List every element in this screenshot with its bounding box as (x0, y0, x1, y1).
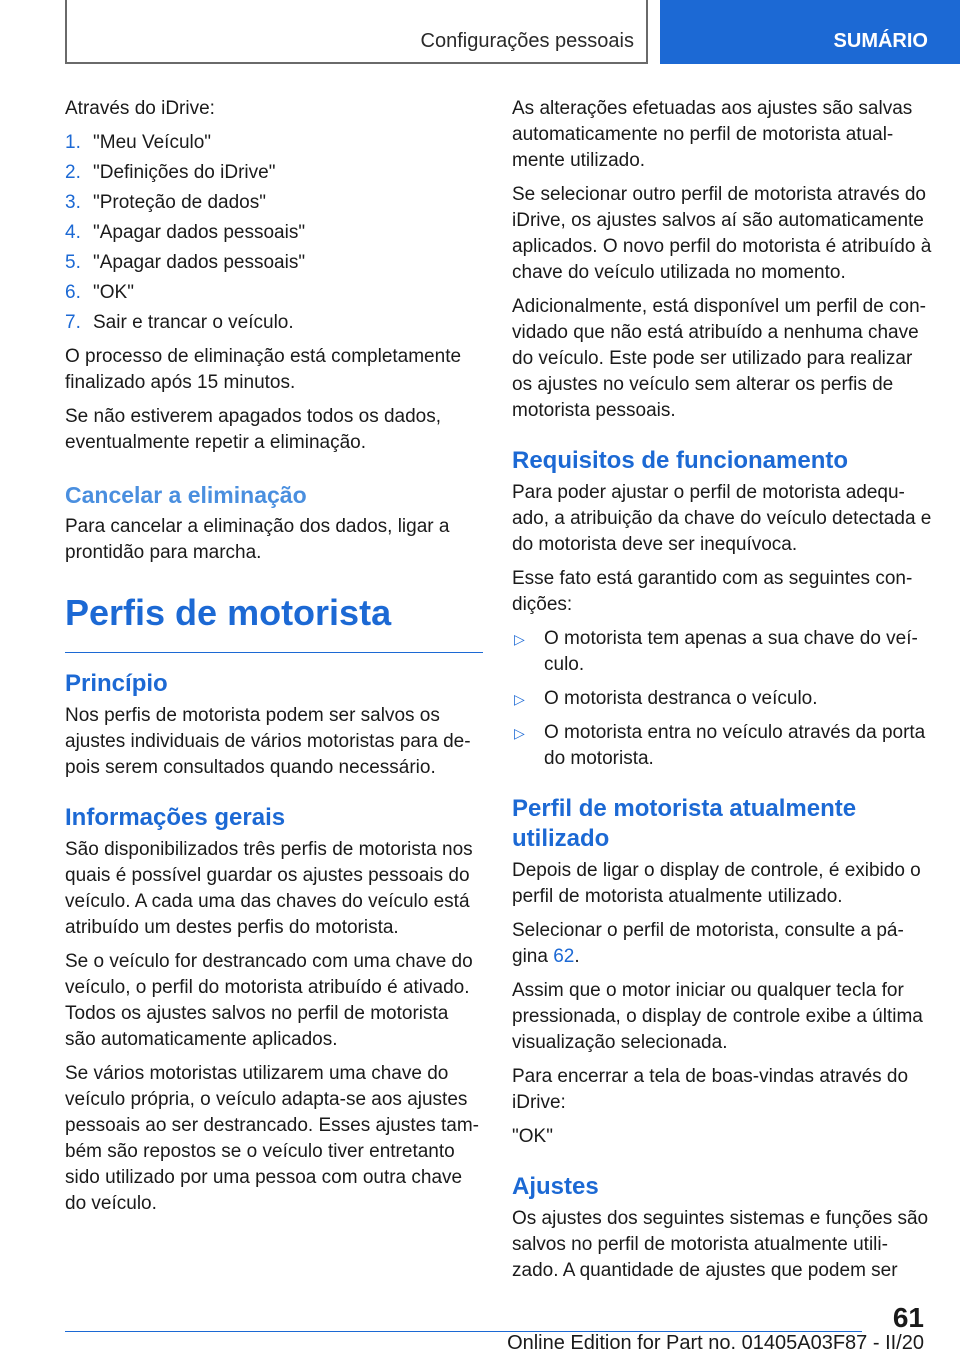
step-number: 5. (65, 252, 81, 273)
triangle-bullet-icon: ▷ (514, 631, 525, 647)
list-item (65, 250, 483, 276)
step-number: 7. (65, 312, 81, 333)
changes-text: As alterações efetuadas aos ajustes são salvas automaticamente no perfil de motorista atual-mente utilizado. (512, 98, 913, 171)
settings-text: Os ajustes dos seguintes sistemas e funções são salvos no perfil de motorista atualmente utili-zado. A quantidade de ajustes que podem ser (512, 1208, 929, 1281)
current-profile-heading: Perfil de motorista atualmente utilizado (512, 795, 857, 852)
requirements-text-1: Para poder ajustar o perfil de motorista adequ-ado, a atribuição da chave do veículo detectada e do motorista deve ser inequívoca. (512, 482, 932, 555)
steps-list (65, 130, 483, 336)
step-number: 1. (65, 132, 81, 153)
list-item (65, 190, 483, 216)
cancel-text: Para cancelar a eliminação dos dados, ligar a prontidão para marcha. (65, 516, 450, 563)
list-item (512, 720, 932, 772)
principle-text: Nos perfis de motorista podem ser salvos os ajustes individuais de vários motoristas para de-pois serem consultados quando necessário. (65, 705, 471, 778)
step-text: "Apagar dados pessoais" (93, 222, 306, 243)
page-ref-prefix: Selecionar o perfil de motorista, consulte a pá-gina (512, 920, 904, 967)
list-item (65, 220, 483, 246)
condition-text: O motorista tem apenas a sua chave do veí-culo. (544, 628, 918, 675)
deletion-complete-text: O processo de eliminação está completamente finalizado após 15 minutos. (65, 346, 462, 393)
right-column (512, 96, 932, 1292)
triangle-bullet-icon: ▷ (514, 725, 525, 741)
step-text: "OK" (93, 282, 134, 303)
general-text-3: Se vários motoristas utilizarem uma chave do veículo própria, o veículo adapta-se aos ajustes pessoais ao ser destrancado. Esses ajustes tam-bém são repostos se o veículo tiver entretanto sido utilizado por uma pessoa com outra chave do veículo. (65, 1063, 479, 1214)
cancel-heading: Cancelar a eliminação (65, 482, 307, 508)
settings-heading: Ajustes (512, 1173, 599, 1200)
left-column (65, 96, 483, 1225)
summary-button[interactable]: SUMÁRIO (660, 0, 960, 64)
step-text: "Meu Veículo" (93, 132, 212, 153)
page-ref-link[interactable]: 62 (553, 946, 575, 967)
current-profile-text-3: Assim que o motor iniciar ou qualquer tecla for pressionada, o display de controle exibe a última visualização selecionada. (512, 980, 923, 1053)
step-number: 4. (65, 222, 81, 243)
section-title: Configurações pessoais (420, 30, 634, 52)
condition-text: O motorista entra no veículo através da porta do motorista. (544, 722, 926, 769)
list-item (512, 626, 932, 678)
list-item (65, 280, 483, 306)
step-number: 3. (65, 192, 81, 213)
triangle-bullet-icon: ▷ (514, 691, 525, 707)
principle-heading: Princípio (65, 670, 168, 697)
current-profile-text-2 (512, 918, 932, 970)
list-item (65, 130, 483, 156)
step-text: "Apagar dados pessoais" (93, 252, 306, 273)
guest-profile-text: Adicionalmente, está disponível um perfil de con-vidado que não está atribuído a nenhuma chave do veículo. Este pode ser utilizado para realizar os ajustes no veículo sem alterar os perfis de motorista pessoais. (512, 296, 927, 421)
page-number: 61 (892, 1302, 924, 1333)
general-text-1: São disponibilizados três perfis de motorista nos quais é possível guardar os ajustes pessoais do veículo. A cada uma das chaves do veículo está atribuído um destes perfis do motorista. (65, 839, 473, 938)
deletion-repeat-text: Se não estiverem apagados todos os dados, eventualmente repetir a eliminação. (65, 406, 442, 453)
general-text-2: Se o veículo for destrancado com uma chave do veículo, o perfil do motorista atribuído é ativado. Todos os ajustes salvos no perfil de motorista são automaticamente aplicados. (65, 951, 473, 1050)
requirements-text-2: Esse fato está garantido com as seguintes con-dições: (512, 568, 913, 615)
list-item (65, 310, 483, 336)
step-number: 2. (65, 162, 81, 183)
step-text: Sair e trancar o veículo. (93, 312, 294, 333)
header-frame (65, 0, 648, 64)
current-profile-text-4: Para encerrar a tela de boas-vindas através do iDrive: (512, 1066, 909, 1113)
list-item (512, 686, 932, 712)
list-item (65, 160, 483, 186)
general-heading: Informações gerais (65, 804, 286, 831)
requirements-heading: Requisitos de funcionamento (512, 447, 849, 474)
current-profile-text-1: Depois de ligar o display de controle, é exibido o perfil de motorista atualmente utilizado. (512, 860, 921, 907)
edition-footer: Online Edition for Part no. 01405A03F87 - II/20 (507, 1332, 924, 1354)
current-profile-text-5: "OK" (512, 1126, 553, 1147)
intro-text: Através do iDrive: (65, 98, 215, 119)
page-ref-suffix: . (574, 946, 580, 967)
condition-text: O motorista destranca o veículo. (544, 688, 818, 709)
step-text: "Definições do iDrive" (93, 162, 276, 183)
main-heading: Perfis de motorista (65, 590, 483, 653)
select-profile-text: Se selecionar outro perfil de motorista através do iDrive, os ajustes salvos aí são automaticamente aplicados. O novo perfil do motorista é atribuído à chave do veículo utilizada no momento. (512, 184, 932, 283)
step-number: 6. (65, 282, 81, 303)
conditions-list (512, 626, 932, 772)
step-text: "Proteção de dados" (93, 192, 266, 213)
